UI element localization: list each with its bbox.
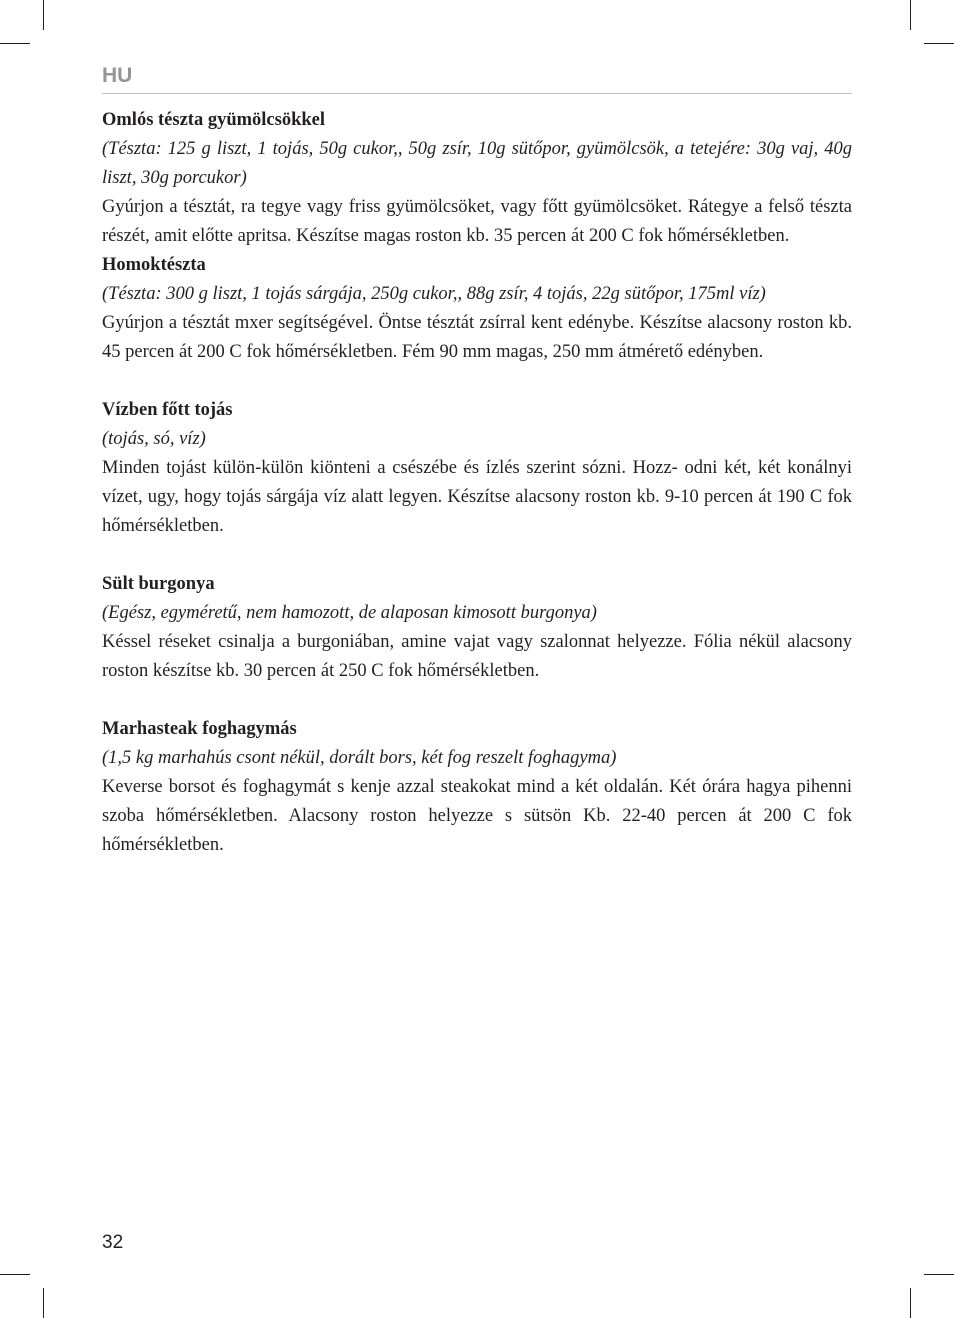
crop-mark bbox=[0, 1274, 30, 1275]
recipe-ingredients: (tojás, só, víz) bbox=[102, 429, 206, 449]
recipe-title: Marhasteak foghagymás bbox=[102, 719, 297, 739]
recipe-ingredients: (Tészta: 300 g liszt, 1 tojás sárgája, 250g cukor,, 88g zsír, 4 tojás, 22g sütőpor, 175ml víz) bbox=[102, 284, 766, 304]
crop-mark bbox=[43, 1288, 44, 1318]
recipe-instructions: Gyúrjon a tésztát, ra tegye vagy friss gyümölcsöket, vagy főtt gyümölcsöket. Rátegye a felső tészta részét, amit előtte apritsa. Készítse magas roston kb. 35 percen át 200 C fok hőmérsékletben. bbox=[102, 197, 852, 246]
recipe-instructions: Minden tojást külön-külön kiönteni a csészébe és ízlés szerint sózni. Hozz- odni két, két konálnyi vízet, ugy, hogy tojás sárgája víz alatt legyen. Készítse alacsony roston kb. 9-10 percen át 190 C fok hőmérsékletben. bbox=[102, 458, 852, 536]
recipe-vizben-fott-tojas bbox=[102, 396, 852, 541]
recipe-list bbox=[102, 106, 852, 860]
crop-mark bbox=[0, 43, 30, 44]
crop-mark bbox=[910, 0, 911, 30]
recipe-title: Sült burgonya bbox=[102, 574, 215, 594]
header-rule bbox=[102, 93, 852, 94]
recipe-title: Omlós tészta gyümölcsökkel bbox=[102, 110, 326, 130]
crop-mark bbox=[910, 1288, 911, 1318]
recipe-title: Homoktészta bbox=[102, 255, 206, 275]
crop-mark bbox=[924, 43, 954, 44]
recipe-ingredients: (Egész, egyméretű, nem hamozott, de alaposan kimosott burgonya) bbox=[102, 603, 597, 623]
recipe-sult-burgonya bbox=[102, 570, 852, 686]
recipe-instructions: Keverse borsot és foghagymát s kenje azzal steakokat mind a két oldalán. Két órára hagya pihenni szoba hőmérsékletben. Alacsony roston helyezze s sütsön Kb. 22-40 percen át 200 C fok hőmérsékletben. bbox=[102, 777, 852, 855]
recipe-title: Vízben főtt tojás bbox=[102, 400, 233, 420]
recipe-marhasteak bbox=[102, 715, 852, 860]
recipe-omlos-teszta bbox=[102, 106, 852, 251]
recipe-instructions: Késsel réseket csinalja a burgoniában, amine vajat vagy szalonnat helyezze. Fólia nékül alacsony roston készítse kb. 30 percen át 250 C fok hőmérsékletben. bbox=[102, 632, 852, 681]
recipe-instructions: Gyúrjon a tésztát mxer segítségével. Öntse tésztát zsírral kent edénybe. Készítse alacsony roston kb. 45 percen át 200 C fok hőmérsékletben. Fém 90 mm magas, 250 mm átmérető edényben. bbox=[102, 313, 852, 362]
page-number: 32 bbox=[102, 1232, 124, 1253]
crop-mark bbox=[924, 1274, 954, 1275]
recipe-homokteszta bbox=[102, 251, 852, 367]
recipe-ingredients: (1,5 kg marhahús csont nékül, dorált bors, két fog reszelt foghagyma) bbox=[102, 748, 617, 768]
crop-mark bbox=[43, 0, 44, 30]
recipe-ingredients: (Tészta: 125 g liszt, 1 tojás, 50g cukor,, 50g zsír, 10g sütőpor, gyümölcsök, a tetejére: 30g vaj, 40g liszt, 30g porcukor) bbox=[102, 139, 852, 188]
language-label: HU bbox=[102, 64, 133, 87]
